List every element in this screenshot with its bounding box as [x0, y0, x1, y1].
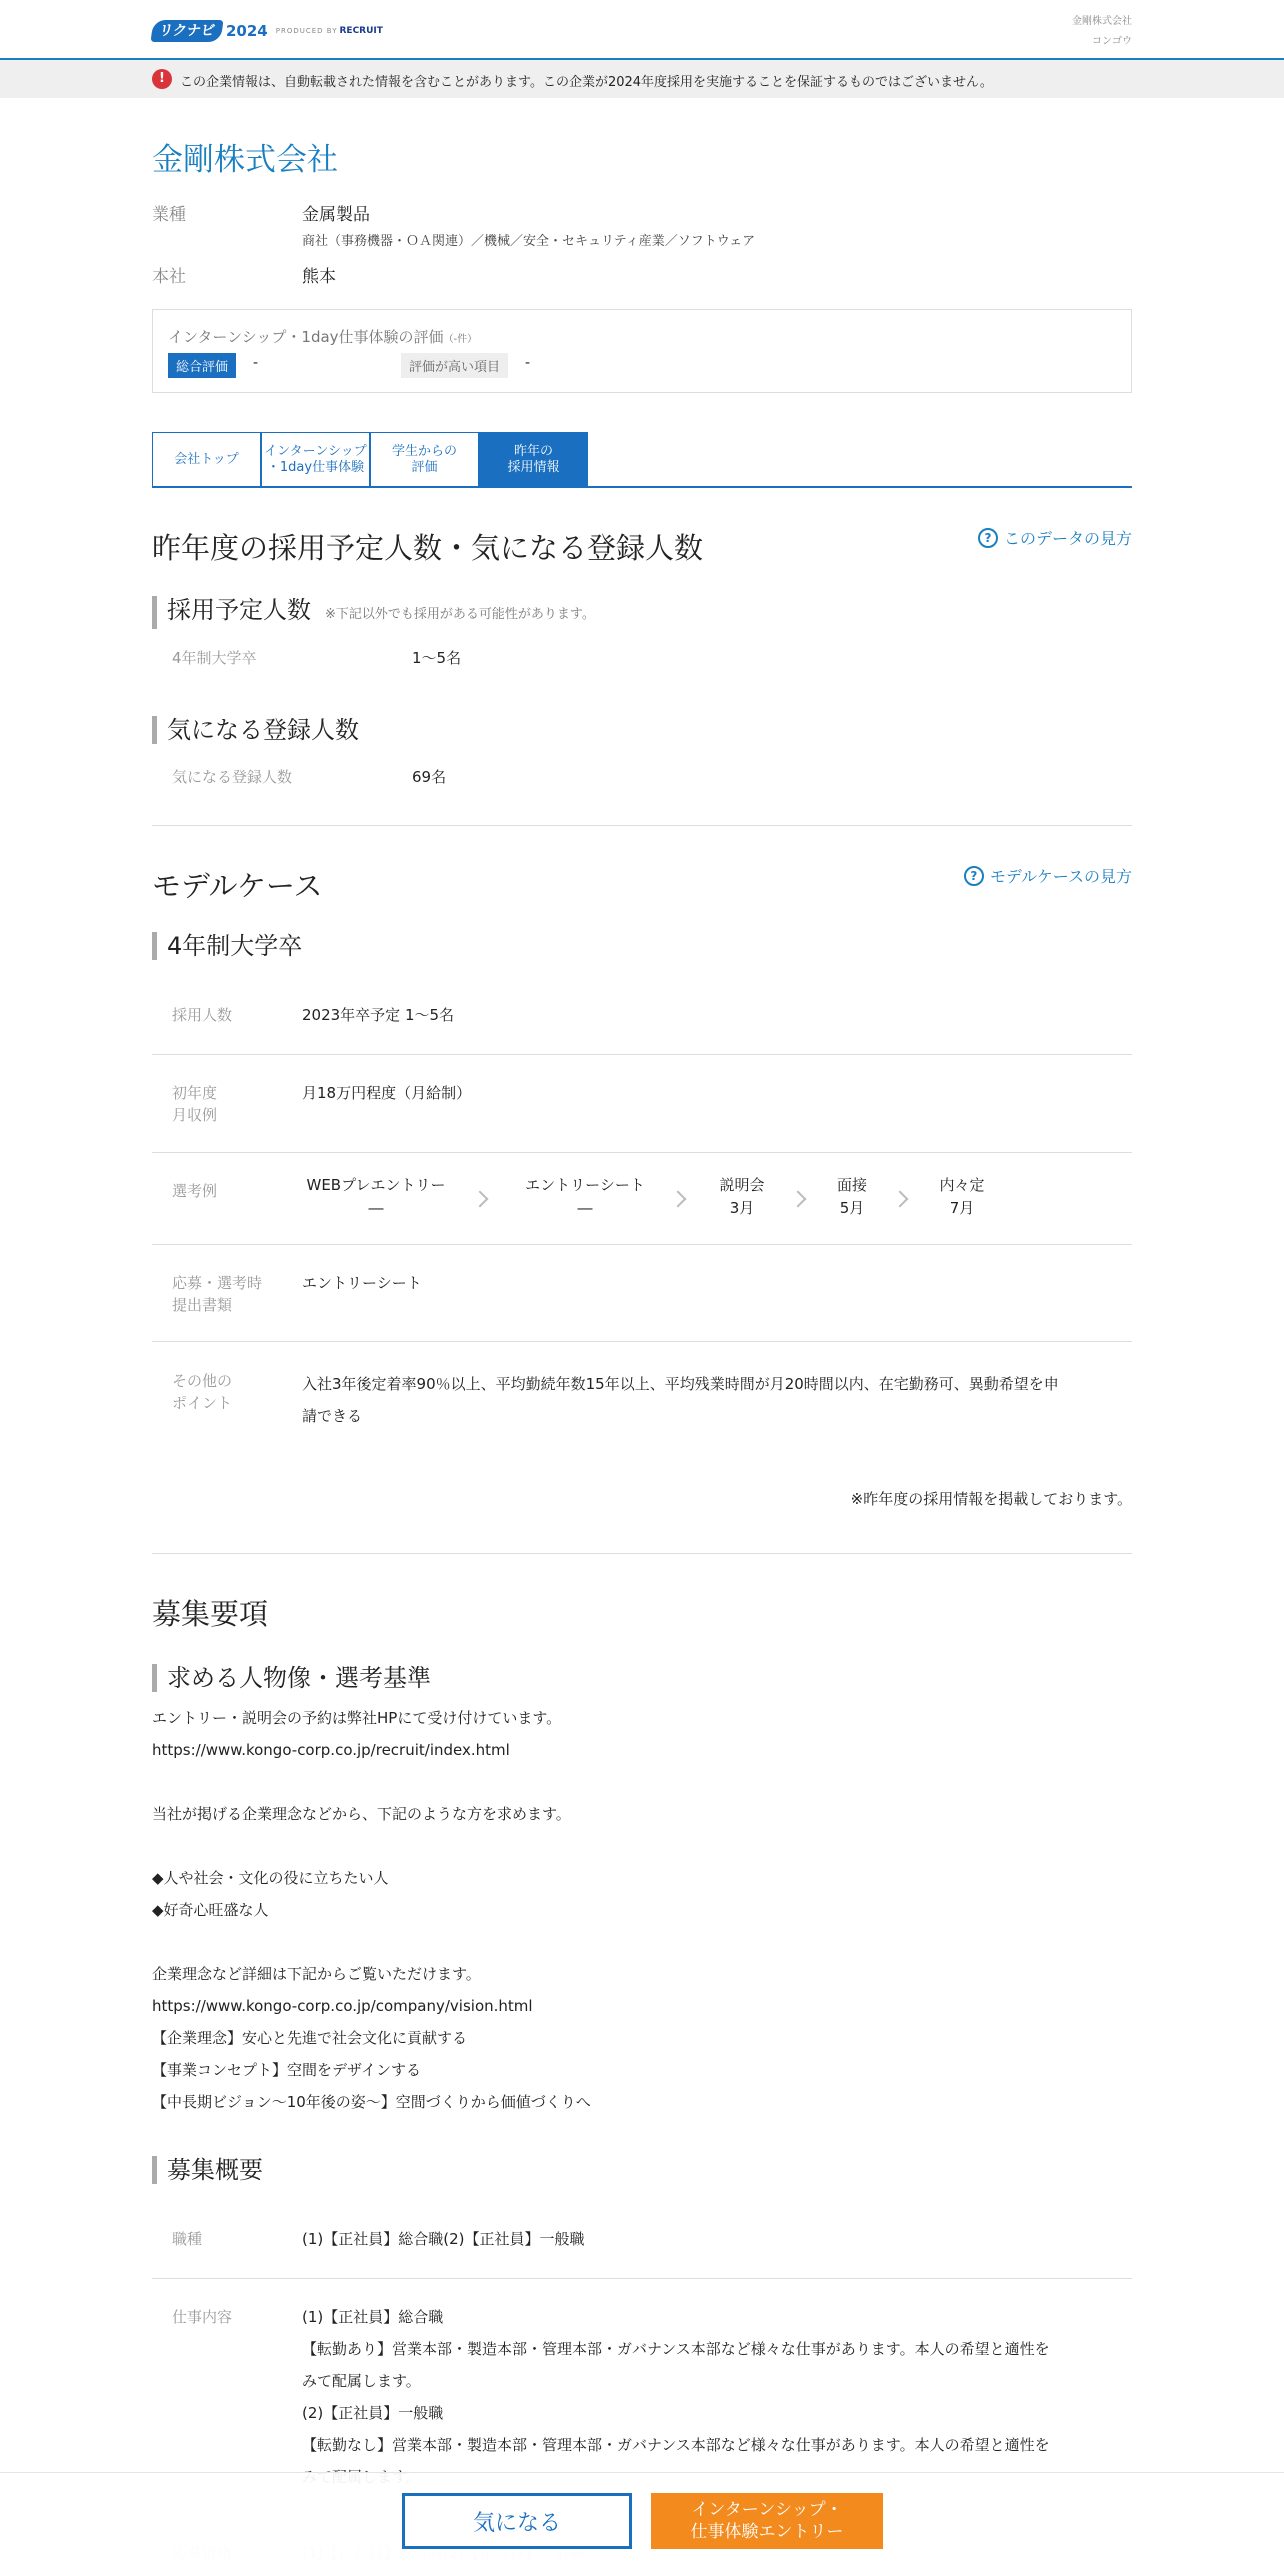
job-type-value: (1)【正社員】総合職(2)【正社員】一般職 — [302, 2230, 585, 2248]
plan-note: ※下記以外でも採用がある可能性があります。 — [325, 607, 595, 622]
points-label: その他の ポイント — [172, 1372, 233, 1412]
divider — [152, 1553, 1132, 1554]
tab-internship[interactable]: インターンシップ ・1day仕事体験 — [261, 432, 370, 486]
flow-step: エントリーシート ― — [525, 1176, 645, 1217]
bottom-action-bar — [0, 2472, 1284, 2568]
section-title-hiring: 昨年度の採用予定人数・気になる登録人数 — [152, 531, 704, 565]
hire-count-value: 2023年卒予定 1～5名 — [302, 1006, 455, 1024]
flow-step: 内々定 7月 — [939, 1176, 985, 1217]
notice-bar — [0, 60, 1284, 98]
chevron-right-icon — [892, 1191, 909, 1208]
registration-heading: 気になる登録人数 — [152, 716, 359, 744]
documents-label: 応募・選考時 提出書類 — [172, 1274, 263, 1314]
industry-label: 業種 — [152, 205, 186, 225]
logo-mark: リクナビ — [150, 20, 223, 42]
internship-entry-button[interactable]: インターンシップ・ 仕事体験エントリー — [651, 2493, 883, 2549]
logo-year: 2024 — [226, 22, 268, 40]
hq-value: 熊本 — [302, 267, 336, 287]
ideal-candidate-heading: 求める人物像・選考基準 — [152, 1664, 431, 1692]
chevron-right-icon — [790, 1191, 807, 1208]
favorite-button[interactable]: 気になる — [402, 2493, 632, 2549]
chevron-right-icon — [472, 1191, 489, 1208]
help-link-model[interactable]: ? モデルケースの見方 — [964, 864, 1132, 887]
registration-label: 気になる登録人数 — [172, 768, 293, 786]
header-company-name: 金剛株式会社 — [1072, 16, 1132, 27]
flow-step: 面接 5月 — [836, 1176, 867, 1217]
produced-by: PRODUCED BY — [275, 27, 338, 35]
divider — [152, 1244, 1132, 1245]
high-items-value: - — [525, 355, 531, 371]
footnote: ※昨年度の採用情報を掲載しております。 — [850, 1490, 1132, 1508]
chevron-right-icon — [670, 1191, 687, 1208]
alert-icon: ! — [152, 69, 172, 89]
question-icon: ? — [964, 866, 984, 886]
tab-company-top[interactable]: 会社トップ — [152, 432, 261, 486]
selection-flow-label: 選考例 — [172, 1182, 218, 1200]
header-company — [1072, 12, 1132, 52]
model-case-title: モデルケース — [152, 869, 323, 903]
job-description-label: 仕事内容 — [172, 2308, 233, 2326]
tab-last-year-recruit[interactable]: 昨年の 採用情報 — [479, 432, 588, 486]
industry-sub: 商社（事務機器・ＯＡ関連）／機械／安全・セキュリティ産業／ソフトウェア — [302, 234, 756, 249]
help-link-data[interactable]: ? このデータの見方 — [978, 526, 1132, 549]
notice-text: この企業情報は、自動転載された情報を含むことがあります。この企業が2024年度採用を実施することを保証するものではございません。 — [180, 75, 993, 90]
overall-value: - — [253, 355, 259, 371]
industry-value: 金属製品 — [302, 205, 370, 225]
question-icon: ? — [978, 528, 998, 548]
hq-label: 本社 — [152, 267, 186, 287]
vision-url-link[interactable]: https://www.kongo-corp.co.jp/company/vision.html — [152, 1997, 533, 2015]
eval-title: インターンシップ・1day仕事体験の評価（-件） — [168, 328, 478, 346]
registration-value: 69名 — [412, 768, 447, 786]
divider — [152, 1152, 1132, 1153]
company-name: 金剛株式会社 — [152, 142, 338, 178]
hire-count-label: 採用人数 — [172, 1006, 233, 1024]
divider — [152, 1341, 1132, 1342]
eval-count: （-件） — [443, 334, 478, 345]
documents-value: エントリーシート — [302, 1274, 422, 1292]
recruit-logo: RECRUIT — [339, 26, 383, 36]
tab-student-eval[interactable]: 学生からの 評価 — [370, 432, 479, 486]
summary-heading: 募集概要 — [152, 2156, 263, 2184]
points-value: 入社3年後定着率90％以上、平均勤続年数15年以上、平均残業時間が月20時間以内、在宅勤務可、異動希望を申 請できる — [302, 1375, 1059, 1425]
flow-step: WEBプレエントリー ― — [306, 1176, 446, 1217]
header-company-kana: コンゴウ — [1092, 36, 1132, 47]
site-header — [0, 0, 1284, 60]
tab-bar — [152, 432, 1132, 488]
evaluation-box — [152, 309, 1132, 393]
job-description-value: (1)【正社員】総合職 【転勤あり】営業本部・製造本部・管理本部・ガバナンス本部など様々な仕事があります。本人の希望と適性を みて配属します。 (2)【正社員】一般職 【転勤なし】営業本部・製造本部・管理本部・ガバナンス本部など様々な仕事があります。本人の希望と適性を — [302, 2308, 1050, 2454]
rikunabi-logo[interactable] — [152, 18, 383, 44]
divider — [152, 1054, 1132, 1055]
divider — [152, 825, 1132, 826]
flow-step: 説明会 3月 — [719, 1176, 765, 1217]
high-items-badge: 評価が高い項目 — [401, 353, 508, 378]
overall-badge: 総合評価 — [168, 353, 236, 378]
divider — [152, 2278, 1132, 2279]
salary-value: 月18万円程度（月給制） — [302, 1084, 472, 1102]
job-type-label: 職種 — [172, 2230, 203, 2248]
ideal-candidate-text: エントリー・説明会の予約は弊社HPにて受け付けています。 https://www.kongo-corp.co.jp/recruit/index.html 当社が掲げる企業理念などから、下記のような方を求めます。 ◆人や社会・文化の役に立ちたい人 ◆好奇心旺盛な人 企業理念など詳細は下記からご覧いただけます。 https://www.kongo-corp.co.jp/company/vision.html 【企業理念】安心と先進で社会文化に貢献する 【事業コンセプト】空間をデザインする 【中長期ビジョン～10年後の姿～】空間づくりから価値づくりへ — [152, 1709, 591, 2111]
model-sub-heading: 4年制大学卒 — [152, 932, 302, 960]
recruit-url-link[interactable]: https://www.kongo-corp.co.jp/recruit/index.html — [152, 1741, 510, 1759]
recruitment-title: 募集要項 — [152, 1597, 269, 1631]
plan-heading: 採用予定人数 ※下記以外でも採用がある可能性があります。 — [152, 596, 595, 629]
plan-label: 4年制大学卒 — [172, 649, 257, 667]
plan-value: 1～5名 — [412, 649, 462, 667]
salary-label: 初年度 月収例 — [172, 1084, 218, 1124]
